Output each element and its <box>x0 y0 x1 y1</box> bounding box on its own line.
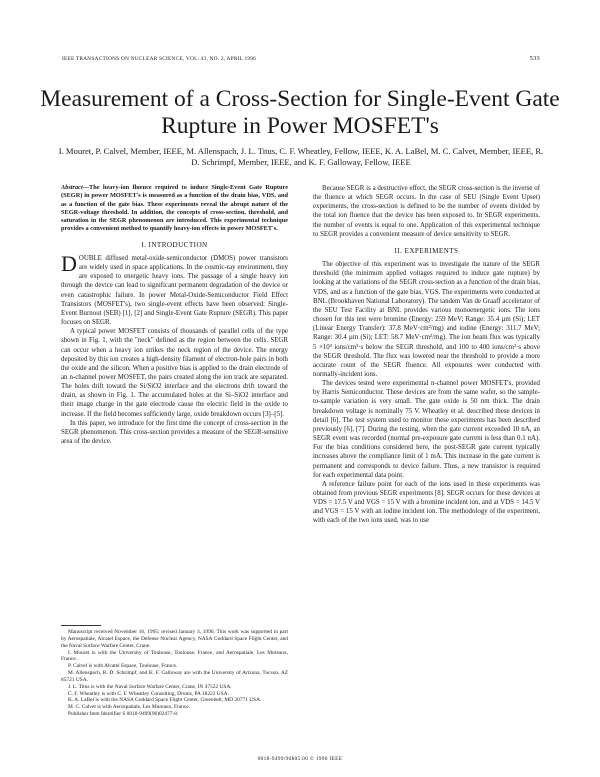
right-column <box>313 184 540 526</box>
footnotes <box>61 625 288 718</box>
footnote: J. L. Titus is with the Naval Surface Warfare Center, Crane, IN 47522 USA. <box>68 683 232 690</box>
intro-paragraph-1-text: OUBLE diffused metal-oxide-semiconductor (DMOS) power transistors are widely used in space applications. In the cosmic-ray environment, they are exposed to energetic heavy ions. The passage of a single heavy ion through the device can lead to significant permanent degradation of the device or even catastrophic failure. In power Metal-Oxide-Semiconductor Field Effect Transistors (MOSFET's), two single-event effects have been observed: Single-Event Burnout (SEB) [1], [2] and Single-Event Gate Rupture (SEGR). This paper focuses on SEGR. <box>61 254 288 327</box>
intro-paragraph-2: A typical power MOSFET consists of thousands of parallel cells of the type shown in Fig. 1, with the "neck" defined as the region between the cells. SEGR can occur when a heavy ion strikes the neck region of the device. The energy deposited by this ion creates a high-density filament of electron-hole pairs in both the oxide and the silicon. When a positive bias is applied to the drain electrode of an n-channel power MOSFET, the pairs created along the ion track are separated. The holes drift toward the Si/SiO2 interface and the electrons drift toward the drain, as shown in Fig. 1. The accumulated holes at the Si–SiO2 interface and their image charge in the gate electrode cause the electric field in the oxide to increase. If the field becomes sufficiently large, oxide breakdown occurs [3]–[5]. <box>61 328 288 418</box>
footnote: M. Allenspach, R. D. Schrimpf, and K. F. Galloway are with the University of Arizona, Tucson, AZ 85721 USA. <box>61 670 288 683</box>
intro-paragraph-1 <box>61 250 288 327</box>
abstract <box>61 184 288 234</box>
drop-cap: D <box>61 250 77 276</box>
running-head <box>62 56 540 66</box>
footnote: C. F. Wheatley is with C. F. Wheatley Consulting, Drums, PA 18222 USA. <box>68 690 229 697</box>
abstract-text: The heavy-ion fluence required to induce Single-Event Gate Rupture (SEGR) in power MOSFET's is measured as a function of the drain bias, VDS, and as a function of the gate bias. These experiments reveal the abrupt nature of the SEGR-voltage threshold. In addition, the concepts of cross-section, threshold, and saturation in the SEGR phenomenon are introduced. This experimental technique provides a convenient method to quantify heavy-ion effects in power MOSFET's. <box>61 184 288 233</box>
section-heading-experiments: II. EXPERIMENTS <box>394 246 459 255</box>
experiments-paragraph-2: The devices tested were experimental n-channel power MOSFET's, provided by Harris Semiconductor. These devices are from the same wafer, so the sample-to-sample variation is very small. The gate oxide is 50 nm thick. The drain breakdown voltage is nominally 75 V. Wheatley et al. described these devices in detail [6]. The test system used to monitor these experiments has been described previously [6], [7]. During the testing, when the gate current exceeded 10 nA, an SEGR event was recorded (normal pre-exposure gate current is less than 0.1 nA). For the bias conditions considered here, the post-SEGR gate current typically increases above the compliance limit of 1 mA. This increase in the gate current is permanent and corresponds to device failure. Thus, a new transistor is required for each experimental data point. <box>313 380 540 479</box>
experiments-paragraph-1: The objective of this experiment was to investigate the nature of the SEGR threshold (the minimum applied voltages required to induce gate rupture) by looking at the variations of the SEGR cross-section as a function of the drain bias, VDS, and as a function of the gate bias, VGS. The experiments were conducted at BNL (Brookhaven National Laboratory). The tandem Van de Graaff accelerator of the SEU Test Facility at BNL provides various monoenergetic ions. The ions chosen for this test were bromine (Energy: 259 MeV; Range: 35.4 µm (Si); LET (Linear Energy Transfer): 37.8 MeV·cm²/mg) and iodine (Energy: 311.7 MeV; Range: 30.4 µm (Si); LET: 58.7 MeV·cm²/mg). The ion beam flux was typically 5 ×10³ ions/cm²·s below the SEGR threshold, and 100 to 400 ions/cm²·s above the SEGR threshold. The flux was lowered near the threshold to provide a more accurate count of the SEGR fluence. All exposures were conducted with normally-incident ions. <box>313 261 540 378</box>
left-column <box>61 184 288 446</box>
intro-paragraph-continued: Because SEGR is a destructive effect, the SEGR cross-section is the inverse of the fluence at which SEGR occurs. In the case of SEU (Single Event Upset) experiments, the cross-section is defined to be the number of events divided by the total ion fluence that the device has been exposed to. In SEGR experiments, the number of events is equal to one. Application of this experimental technique to SEGR provides a convenient measure of device sensitivity to SEGR. <box>313 185 540 238</box>
footnote: I. Mouret is with the University of Toulouse, Toulouse, France, and Aerospatiale, Les Mureaux, France. <box>61 649 288 663</box>
paper-title: Measurement of a Cross-Section for Single-Event Gate Rupture in Power MOSFET's <box>40 86 560 139</box>
footnote: M. C. Calvet is with Aerospatiale, Les Mureaux, France. <box>68 704 191 711</box>
intro-paragraph-3: In this paper, we introduce for the first time the concept of cross-section in the SEGR phenomenon. This cross-section provides a measure of the SEGR-sensitive area of the device. <box>61 419 288 446</box>
author-list: I. Mouret, P. Calvel, Member, IEEE, M. Allenspach, J. L. Titus, C. F. Wheatley, Fellow, IEEE, K. A. LaBel, M. C. Calvet, Member, IEEE, R. D. Schrimpf, Member, IEEE, and K. F. Galloway, Fellow, IEEE <box>58 146 544 167</box>
copyright-footer: 0018-9499/96$05.00 © 1996 IEEE <box>257 756 343 762</box>
footnote-rule <box>61 625 101 626</box>
footnote: K. A. LaBel is with the NASA Goddard Space Flight Center, Greenbelt, MD 20771 USA. <box>68 697 262 704</box>
footnote: P. Calvel is with Alcatel Espace, Toulouse, France. <box>68 663 178 670</box>
page-number: 533 <box>529 55 540 62</box>
footnote: Publisher Item Identifier S 0018-9499(96)02477-8. <box>68 711 179 718</box>
experiments-paragraph-3: A reference failure point for each of the ions used in these experiments was obtained from previous SEGR experiments [8]. SEGR occurs for these devices at VDS = 17.5 V and VGS = 15 V with a bromine incident ion, and at VDS = 14.5 V and VGS = 15 V with an iodine incident ion. The methodology of the experiment, with each of the two ions used, was to use <box>313 480 540 525</box>
footnote: Manuscript received November 16, 1995; revised January 3, 1996. This work was supported in part by Aerospatiale, Alcatel Espace, the Defense Nuclear Agency, NASA Goddard Space Flight Center, and the Naval Surface Warfare Center, Crane. <box>61 629 288 649</box>
journal-header: IEEE TRANSACTIONS ON NUCLEAR SCIENCE, VOL. 43, NO. 2, APRIL 1996 <box>62 56 257 62</box>
abstract-label: Abstract— <box>61 184 89 191</box>
section-heading-introduction: I. INTRODUCTION <box>141 240 208 249</box>
